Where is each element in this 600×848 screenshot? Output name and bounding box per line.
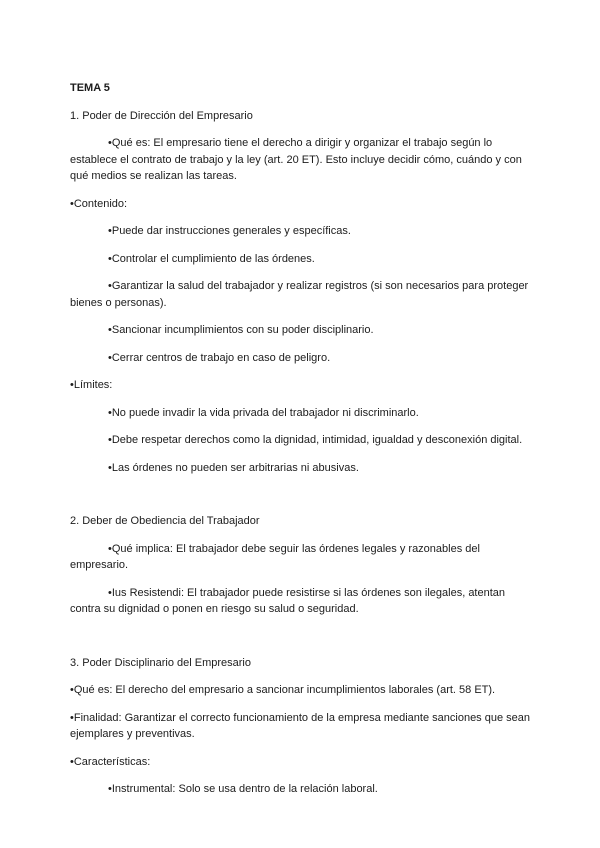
- paragraph: •Ius Resistendi: El trabajador puede resistirse si las órdenes son ilegales, atentan contra su dignidad o ponen en riesgo su salud o seguridad.: [70, 586, 506, 615]
- section-heading: 3. Poder Disciplinario del Empresario: [70, 656, 251, 669]
- paragraph: •Instrumental: Solo se usa dentro de la relación laboral.: [108, 783, 378, 795]
- paragraph: •Contenido:: [70, 197, 128, 210]
- paragraph: •Puede dar instrucciones generales y específicas.: [108, 225, 351, 237]
- paragraph: •Las órdenes no pueden ser arbitrarias ni abusivas.: [108, 461, 359, 474]
- document-content: [70, 80, 532, 798]
- paragraph: •Qué es: El empresario tiene el derecho a dirigir y organizar el trabajo según lo establece el contrato de trabajo y la ley (art. 20 ET). Esto incluye decidir cómo, cuándo y con qué medios se realizan las tareas.: [70, 137, 522, 182]
- paragraph: •Sancionar incumplimientos con su poder disciplinario.: [108, 324, 374, 336]
- paragraph: •Controlar el cumplimiento de las órdenes.: [108, 252, 315, 265]
- section-heading: 1. Poder de Dirección del Empresario: [70, 109, 253, 122]
- paragraph: •Qué es: El derecho del empresario a sancionar incumplimientos laborales (art. 58 ET).: [70, 684, 496, 696]
- paragraph: •Qué implica: El trabajador debe seguir las órdenes legales y razonables del empresario.: [70, 542, 480, 571]
- paragraph: •Debe respetar derechos como la dignidad, intimidad, igualdad y desconexión digital.: [108, 434, 523, 446]
- paragraph: •Finalidad: Garantizar el correcto funcionamiento de la empresa mediante sanciones que sean ejemplares y preventivas.: [70, 711, 531, 740]
- paragraph: •Garantizar la salud del trabajador y realizar registros (si son necesarios para proteger bienes o personas).: [70, 280, 529, 309]
- paragraph: •Cerrar centros de trabajo en caso de peligro.: [108, 351, 331, 364]
- document-title: TEMA 5: [70, 82, 110, 94]
- paragraph: •Límites:: [70, 379, 113, 391]
- section-heading: 2. Deber de Obediencia del Trabajador: [70, 515, 260, 527]
- paragraph: •No puede invadir la vida privada del trabajador ni discriminarlo.: [108, 406, 419, 419]
- paragraph: •Características:: [70, 755, 151, 768]
